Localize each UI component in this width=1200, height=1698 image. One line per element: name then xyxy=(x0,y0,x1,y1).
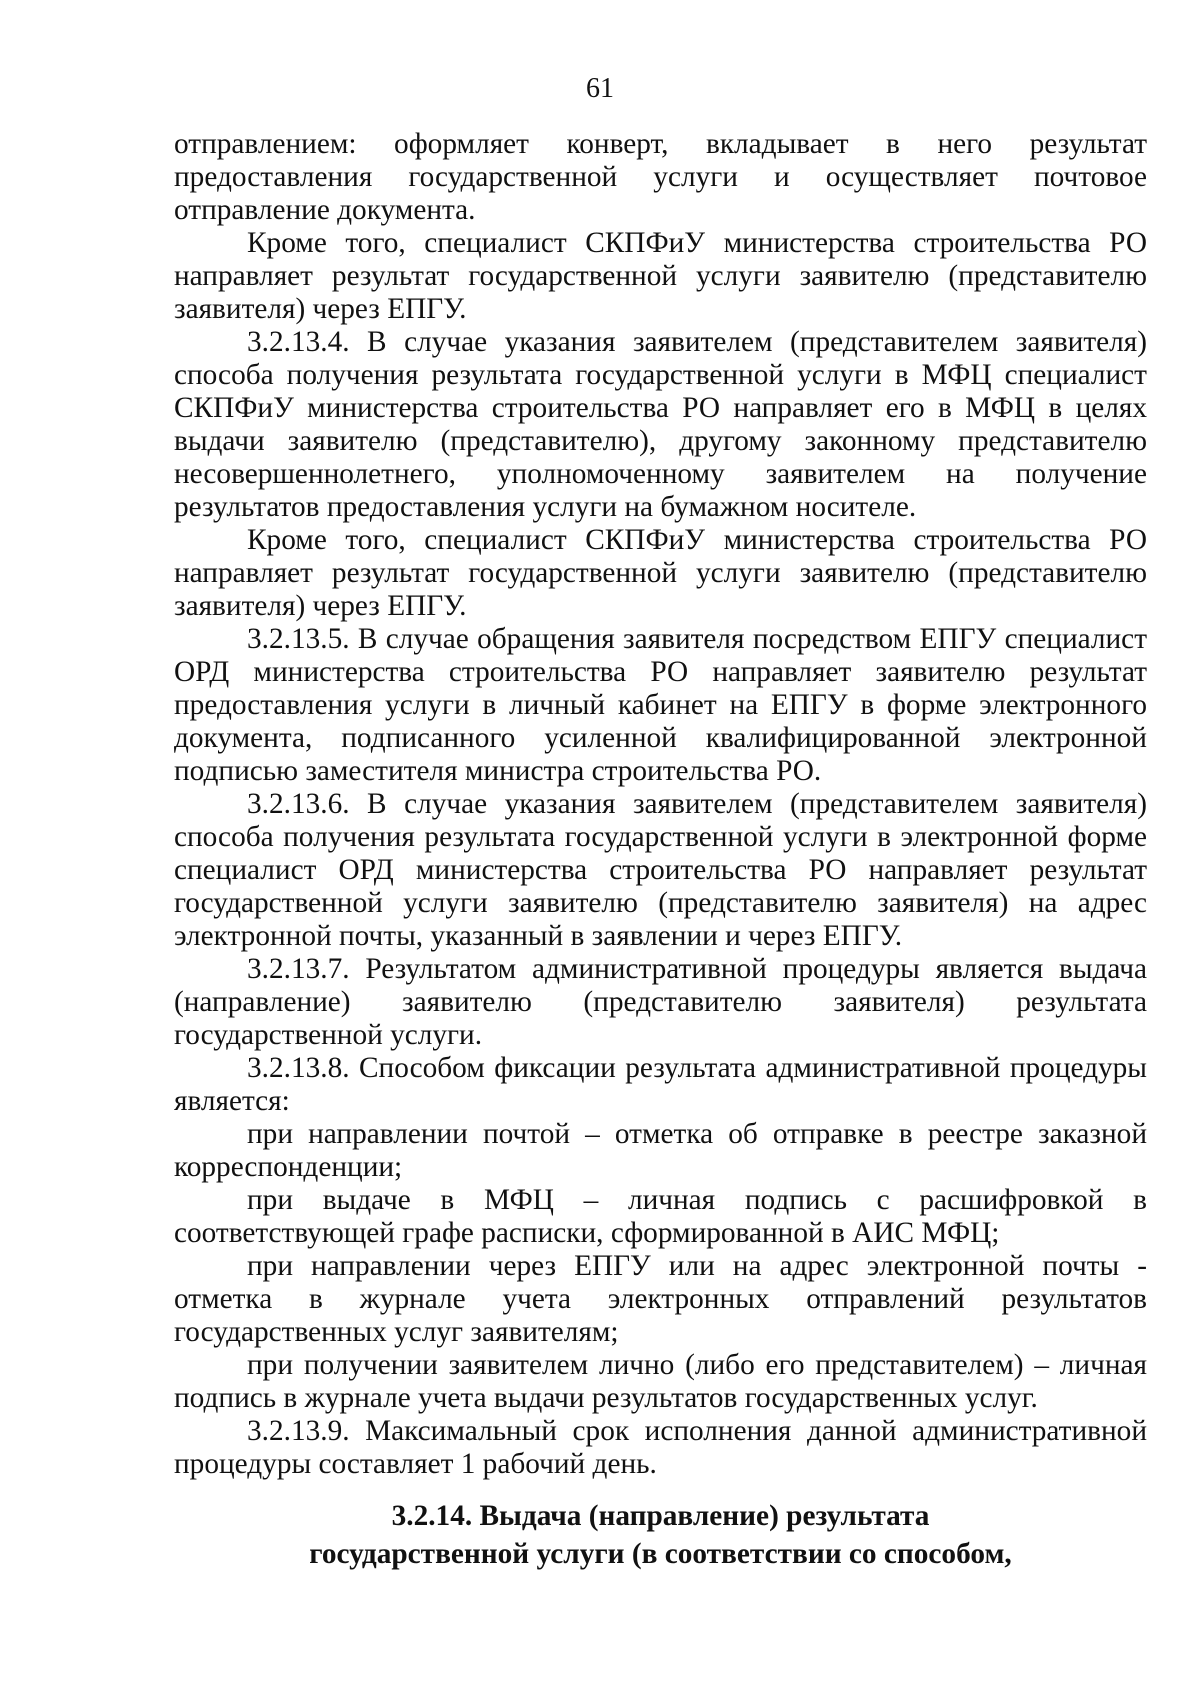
section-heading xyxy=(174,1497,1147,1573)
section-heading-line: государственной услуги (в соответствии со способом, xyxy=(309,1538,1012,1570)
paragraph: 3.2.13.5. В случае обращения заявителя посредством ЕПГУ специалист ОРД министерства строительства РО направляет заявителю результат предоставления услуги в личный кабинет на ЕПГУ в форме электронного документа, подписанного усиленной квалифицированной электронной подписью заместителя министра строительства РО. xyxy=(174,623,1147,787)
page-number: 61 xyxy=(586,73,614,104)
body-text xyxy=(174,128,1147,1481)
paragraph: при выдаче в МФЦ – личная подпись с расшифровкой в соответствующей графе расписки, сформированной в АИС МФЦ; xyxy=(174,1184,1147,1249)
paragraph: при направлении почтой – отметка об отправке в реестре заказной корреспонденции; xyxy=(174,1118,1147,1183)
paragraph: 3.2.13.8. Способом фиксации результата административной процедуры является: xyxy=(174,1052,1147,1117)
paragraph: 3.2.13.4. В случае указания заявителем (представителем заявителя) способа получения результата государственной услуги в МФЦ специалист СКПФиУ министерства строительства РО направляет его в МФЦ в целях выдачи заявителю (представителю), другому законному представителю несовершеннолетнего, уполномоченному заявителем на получение результатов предоставления услуги на бумажном носителе. xyxy=(174,326,1147,523)
paragraph: при направлении через ЕПГУ или на адрес электронной почты - отметка в журнале учета электронных отправлений результатов государственных услуг заявителям; xyxy=(174,1250,1147,1348)
paragraph: при получении заявителем лично (либо его представителем) – личная подпись в журнале учета выдачи результатов государственных услуг. xyxy=(174,1349,1147,1414)
paragraph: отправлением: оформляет конверт, вкладывает в него результат предоставления государственной услуги и осуществляет почтовое отправление документа. xyxy=(174,128,1147,226)
paragraph: 3.2.13.7. Результатом административной процедуры является выдача (направление) заявителю (представителю заявителя) результата государственной услуги. xyxy=(174,953,1147,1051)
paragraph: 3.2.13.6. В случае указания заявителем (представителем заявителя) способа получения результата государственной услуги в электронной форме специалист ОРД министерства строительства РО направляет результат государственной услуги заявителю (представителю заявителя) на адрес электронной почты, указанный в заявлении и через ЕПГУ. xyxy=(174,788,1147,952)
paragraph: 3.2.13.9. Максимальный срок исполнения данной административной процедуры составляет 1 рабочий день. xyxy=(174,1415,1147,1480)
paragraph: Кроме того, специалист СКПФиУ министерства строительства РО направляет результат государственной услуги заявителю (представителю заявителя) через ЕПГУ. xyxy=(174,227,1147,325)
section-heading-line: 3.2.14. Выдача (направление) результата xyxy=(391,1500,930,1532)
paragraph: Кроме того, специалист СКПФиУ министерства строительства РО направляет результат государственной услуги заявителю (представителю заявителя) через ЕПГУ. xyxy=(174,524,1147,622)
